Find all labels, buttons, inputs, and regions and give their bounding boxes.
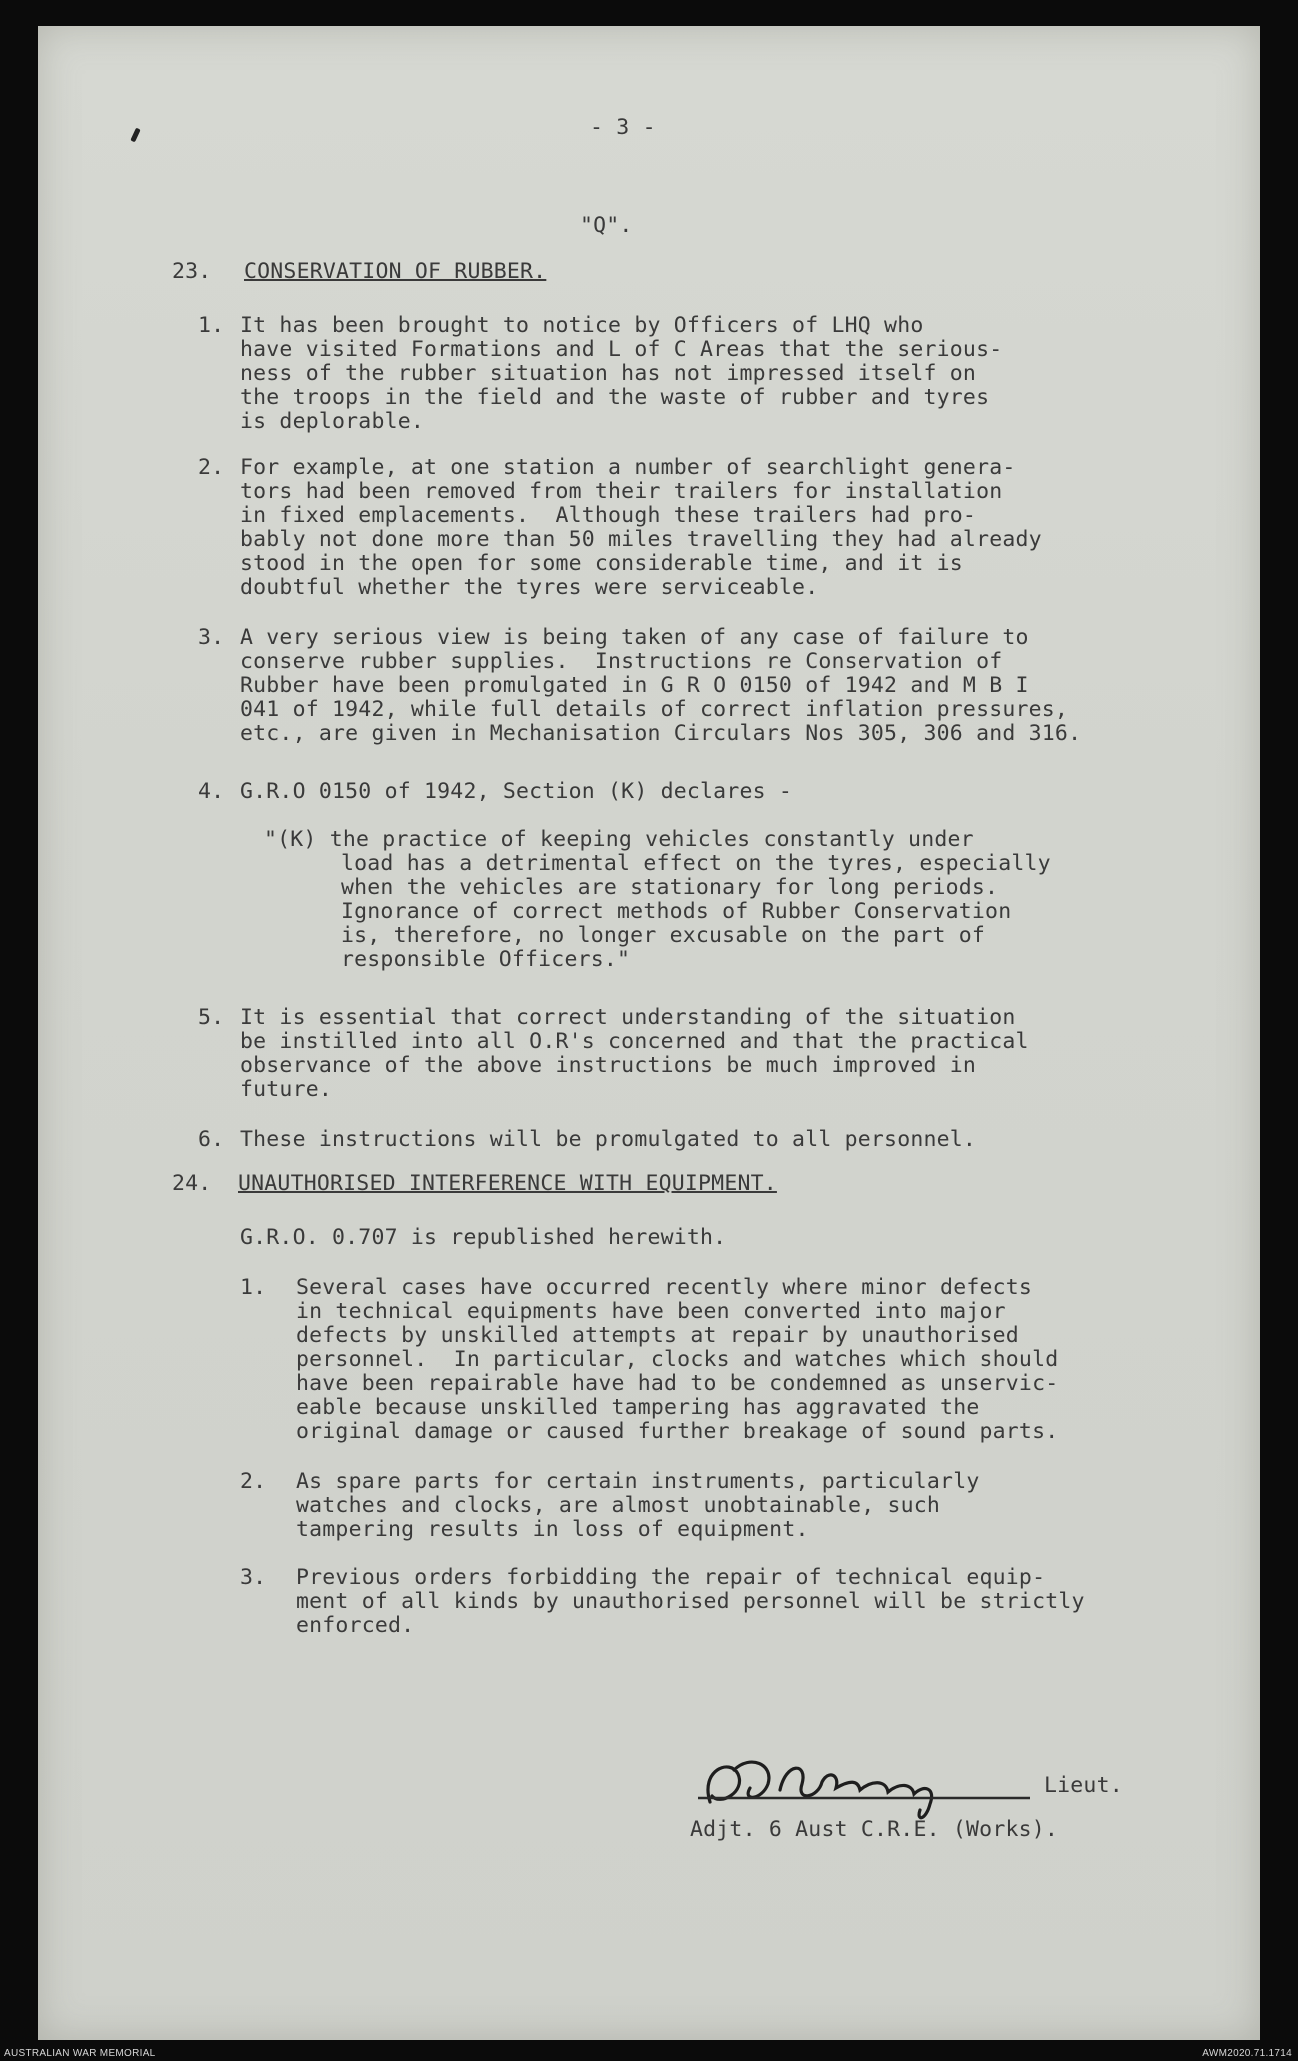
para-line: bably not done more than 50 miles travelling they had already [240, 527, 1042, 552]
para-line: Previous orders forbidding the repair of technical equip- [296, 1565, 1046, 1590]
item-23-para-6-number: 6. [198, 1127, 225, 1152]
item-23-para-2 [240, 456, 1042, 600]
item-24-title: UNAUTHORISED INTERFERENCE WITH EQUIPMENT. [238, 1171, 777, 1196]
quote-line: is, therefore, no longer excusable on the part of [341, 923, 986, 948]
para-line: have visited Formations and L of C Areas that the serious- [240, 337, 1003, 362]
para-line: It has been brought to notice by Officers of LHQ who [240, 313, 924, 338]
item-24-number: 24. [172, 1171, 212, 1196]
quote-line: load has a detrimental effect on the tyres, especially [341, 851, 1051, 876]
item-23-para-5 [240, 1006, 1029, 1102]
para-line: observance of the above instructions be much improved in [240, 1053, 977, 1078]
item-24-para-2-number: 2. [240, 1469, 267, 1494]
item-23-para-4: G.R.O 0150 of 1942, Section (K) declares - [240, 779, 793, 804]
para-line: For example, at one station a number of searchlight genera- [240, 455, 1016, 480]
item-23-title: CONSERVATION OF RUBBER. [244, 259, 547, 284]
signatory-appointment: Adjt. 6 Aust C.R.E. (Works). [690, 1817, 1059, 1842]
quote-line: Ignorance of correct methods of Rubber Conservation [341, 899, 1012, 924]
archive-reference: AWM2020.71.1714 [1202, 2048, 1292, 2059]
para-line: ness of the rubber situation has not impressed itself on [240, 361, 977, 386]
item-23-number: 23. [172, 259, 212, 284]
para-line: etc., are given in Mechanisation Circulars Nos 305, 306 and 316. [240, 721, 1082, 746]
archive-credit: AUSTRALIAN WAR MEMORIAL [4, 2048, 156, 2059]
para-line: As spare parts for certain instruments, particularly [296, 1469, 980, 1494]
para-line: personnel. In particular, clocks and watches which should [296, 1347, 1059, 1372]
item-23-para-3 [240, 626, 1081, 746]
para-line: A very serious view is being taken of any case of failure to [240, 625, 1029, 650]
para-line: future. [240, 1077, 333, 1102]
para-line: in fixed emplacements. Although these trailers had pro- [240, 503, 977, 528]
item-23-para-1 [240, 314, 1002, 434]
para-line: ment of all kinds by unauthorised personnel will be strictly [296, 1589, 1085, 1614]
signatory-rank: Lieut. [1044, 1773, 1123, 1798]
quote-line: responsible Officers." [341, 947, 631, 972]
para-line: be instilled into all O.R's concerned and that the practical [240, 1029, 1029, 1054]
para-line: conserve rubber supplies. Instructions re Conservation of [240, 649, 1003, 674]
para-line: enforced. [296, 1613, 415, 1638]
para-line: eable because unskilled tampering has aggravated the [296, 1395, 980, 1420]
item-23-para-2-number: 2. [198, 455, 225, 480]
item-23-para-6: These instructions will be promulgated to all personnel. [240, 1127, 977, 1152]
para-line: stood in the open for some considerable time, and it is [240, 551, 963, 576]
para-line: defects by unskilled attempts at repair by unauthorised [296, 1323, 1019, 1348]
item-24-intro: G.R.O. 0.707 is republished herewith. [240, 1225, 727, 1250]
para-line: watches and clocks, are almost unobtainable, such [296, 1493, 941, 1518]
quotation-block [264, 828, 1051, 972]
para-line: 041 of 1942, while full details of correct inflation pressures, [240, 697, 1069, 722]
para-line: Rubber have been promulgated in G R O 0150 of 1942 and M B I [240, 673, 1029, 698]
para-line: tampering results in loss of equipment. [296, 1517, 809, 1542]
item-23-para-4-number: 4. [198, 779, 225, 804]
page-number: - 3 - [590, 115, 656, 140]
para-line: is deplorable. [240, 409, 425, 434]
para-line: have been repairable have had to be condemned as unservic- [296, 1371, 1059, 1396]
para-line: original damage or caused further breakage of sound parts. [296, 1419, 1059, 1444]
item-24-para-2 [296, 1470, 980, 1542]
item-24-para-1 [296, 1276, 1058, 1444]
item-23-para-1-number: 1. [198, 313, 225, 338]
item-23-para-3-number: 3. [198, 625, 225, 650]
item-24-para-3-number: 3. [240, 1565, 267, 1590]
para-line: doubtful whether the tyres were serviceable. [240, 575, 819, 600]
para-line: It is essential that correct understanding of the situation [240, 1005, 1016, 1030]
quote-line: when the vehicles are stationary for long periods. [341, 875, 999, 900]
para-line: in technical equipments have been converted into major [296, 1299, 1006, 1324]
item-24-para-3 [296, 1566, 1085, 1638]
para-line: the troops in the field and the waste of rubber and tyres [240, 385, 990, 410]
para-line: Several cases have occurred recently where minor defects [296, 1275, 1033, 1300]
section-heading: "Q". [580, 213, 633, 238]
item-23-para-5-number: 5. [198, 1005, 225, 1030]
quote-line: "(K) the practice of keeping vehicles constantly under [264, 827, 974, 852]
para-line: tors had been removed from their trailers for installation [240, 479, 1003, 504]
item-24-para-1-number: 1. [240, 1275, 267, 1300]
